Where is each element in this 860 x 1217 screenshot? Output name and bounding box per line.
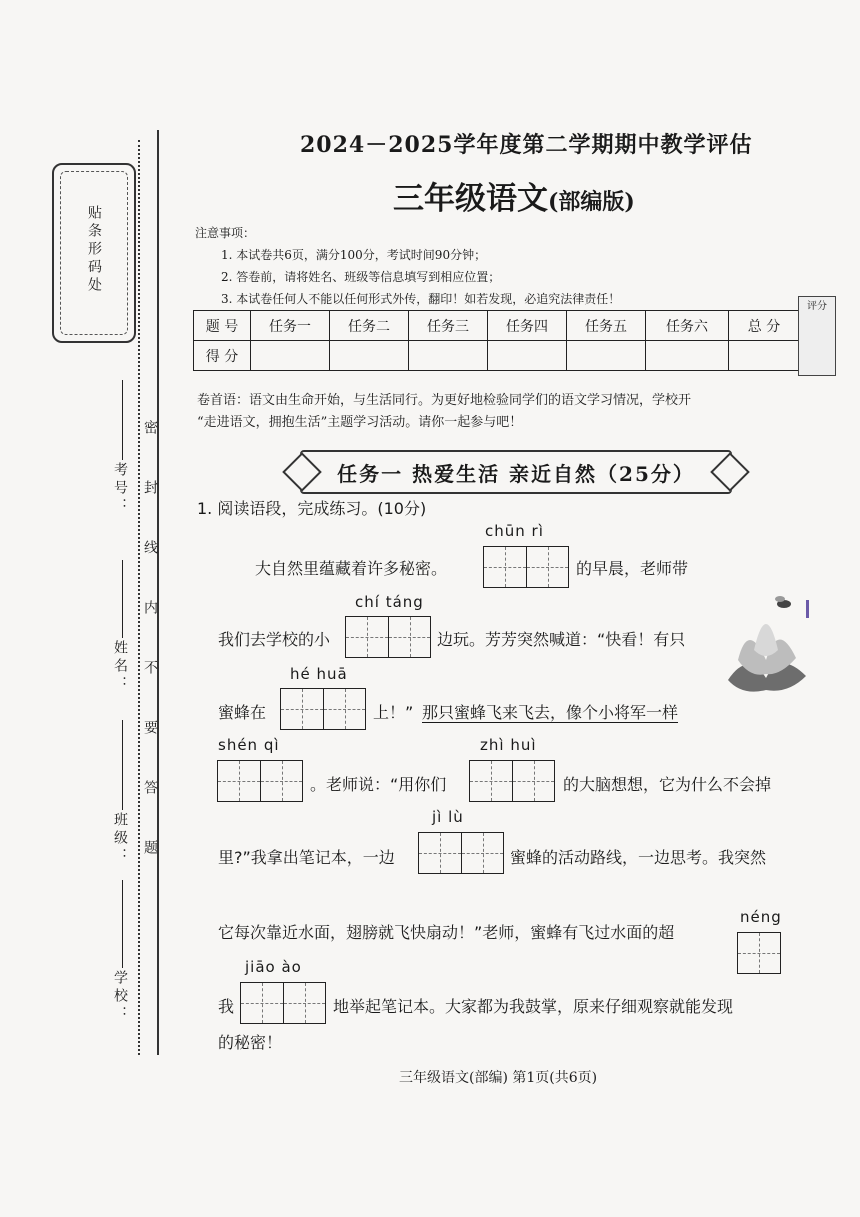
question-1-prompt: 1. 阅读语段，完成练习。(10分)	[197, 499, 427, 518]
field-name-label: 姓名：	[112, 640, 128, 694]
passage-text: 的大脑想想，它为什么不会掉	[563, 775, 772, 794]
pinyin-label: jiāo ào	[245, 958, 302, 976]
passage-text: 上！”	[373, 703, 414, 722]
notice-heading: 注意事项：	[195, 226, 256, 240]
passage-text: 大自然里蕴藏着许多秘密。	[255, 559, 448, 578]
score-row-label: 得 分	[194, 341, 251, 371]
pinyin-label: jì lù	[432, 808, 464, 826]
pinyin-label: chí táng	[355, 593, 424, 611]
barcode-area	[52, 163, 136, 343]
score-header-cell: 任务四	[488, 311, 567, 341]
score-input-cell[interactable]	[251, 341, 330, 371]
passage-text: 的早晨，老师带	[576, 559, 689, 578]
notice-section	[195, 222, 620, 310]
character-box[interactable]	[345, 616, 431, 658]
passage-text: 它每次靠近水面，翅膀就飞快扇动！”老师，蜜蜂有飞过水面的超	[218, 923, 675, 942]
notice-item: 1. 本试卷共6页，满分100分，考试时间90分钟；	[221, 248, 487, 262]
field-school-input[interactable]	[122, 880, 123, 968]
character-box[interactable]	[737, 932, 781, 974]
score-header-cell: 任务五	[567, 311, 646, 341]
score-header-cell: 任务六	[646, 311, 729, 341]
pinyin-label: néng	[740, 908, 782, 926]
grader-tab: 评分	[798, 296, 836, 376]
character-box[interactable]	[418, 832, 504, 874]
score-input-cell[interactable]	[567, 341, 646, 371]
underlined-sentence: 那只蜜蜂飞来飞去，像个小将军一样	[422, 703, 679, 722]
intro-line: 卷首语：语文由生命开始，与生活同行。为更好地检验同学们的语文学习情况，学校开	[197, 393, 692, 408]
character-box[interactable]	[217, 760, 303, 802]
field-class-input[interactable]	[122, 720, 123, 810]
exam-subtitle: 三年级语文(部编版)	[393, 181, 635, 217]
score-header-cell: 题 号	[194, 311, 251, 341]
score-table	[193, 310, 800, 371]
field-exam-number-label: 考号：	[112, 462, 128, 516]
pinyin-label: shén qì	[218, 736, 280, 754]
passage-text: 蜜蜂的活动路线，一边思考。我突然	[510, 848, 767, 867]
barcode-label: 贴条形码处	[86, 205, 102, 295]
passage-text: 我	[218, 997, 235, 1016]
pinyin-label: zhì huì	[480, 736, 537, 754]
intro-paragraph	[197, 390, 691, 434]
character-box[interactable]	[469, 760, 555, 802]
character-box[interactable]	[483, 546, 569, 588]
passage-text: 地举起笔记本。大家都为我鼓掌，原来仔细观察就能发现	[333, 997, 734, 1016]
passage-text: 边玩。芳芳突然喊道：“快看！有只	[437, 630, 686, 649]
score-input-cell[interactable]	[409, 341, 488, 371]
pinyin-label: hé huā	[290, 665, 348, 683]
passage-text: 。老师说：“用你们	[310, 775, 447, 794]
passage-text: 蜜蜂在	[218, 703, 267, 722]
section-banner: 任务一 热爱生活 亲近自然（25分）	[300, 450, 732, 494]
field-school-label: 学校：	[112, 970, 128, 1024]
score-input-cell[interactable]	[646, 341, 729, 371]
pinyin-label: chūn rì	[485, 522, 544, 540]
score-header-cell: 任务二	[330, 311, 409, 341]
page-footer: 三年级语文(部编) 第1页(共6页)	[399, 1070, 598, 1086]
field-exam-number-input[interactable]	[122, 380, 123, 460]
intro-line: “走进语文，拥抱生活”主题学习活动。请你一起参与吧！	[197, 415, 523, 430]
notice-item: 2. 答卷前，请将姓名、班级等信息填写到相应位置；	[221, 270, 501, 284]
character-box[interactable]	[280, 688, 366, 730]
field-class-label: 班级：	[112, 812, 128, 866]
score-input-cell[interactable]	[330, 341, 409, 371]
passage-text: 里?”我拿出笔记本，一边	[218, 848, 395, 867]
passage-text: 我们去学校的小	[218, 630, 331, 649]
notice-item: 3. 本试卷任何人不能以任何形式外传，翻印！如若发现，必追究法律责任！	[221, 292, 621, 306]
seal-line-text: 密封线内不要答题	[142, 420, 158, 900]
character-box[interactable]	[240, 982, 326, 1024]
score-input-cell[interactable]	[729, 341, 800, 371]
score-input-cell[interactable]	[488, 341, 567, 371]
field-name-input[interactable]	[122, 560, 123, 638]
passage-text: 的秘密！	[218, 1033, 283, 1052]
lotus-bee-illustration	[718, 590, 814, 698]
score-header-cell: 总 分	[729, 311, 800, 341]
score-header-cell: 任务三	[409, 311, 488, 341]
exam-title: 2024－2025学年度第二学期期中教学评估	[300, 132, 753, 158]
score-header-cell: 任务一	[251, 311, 330, 341]
